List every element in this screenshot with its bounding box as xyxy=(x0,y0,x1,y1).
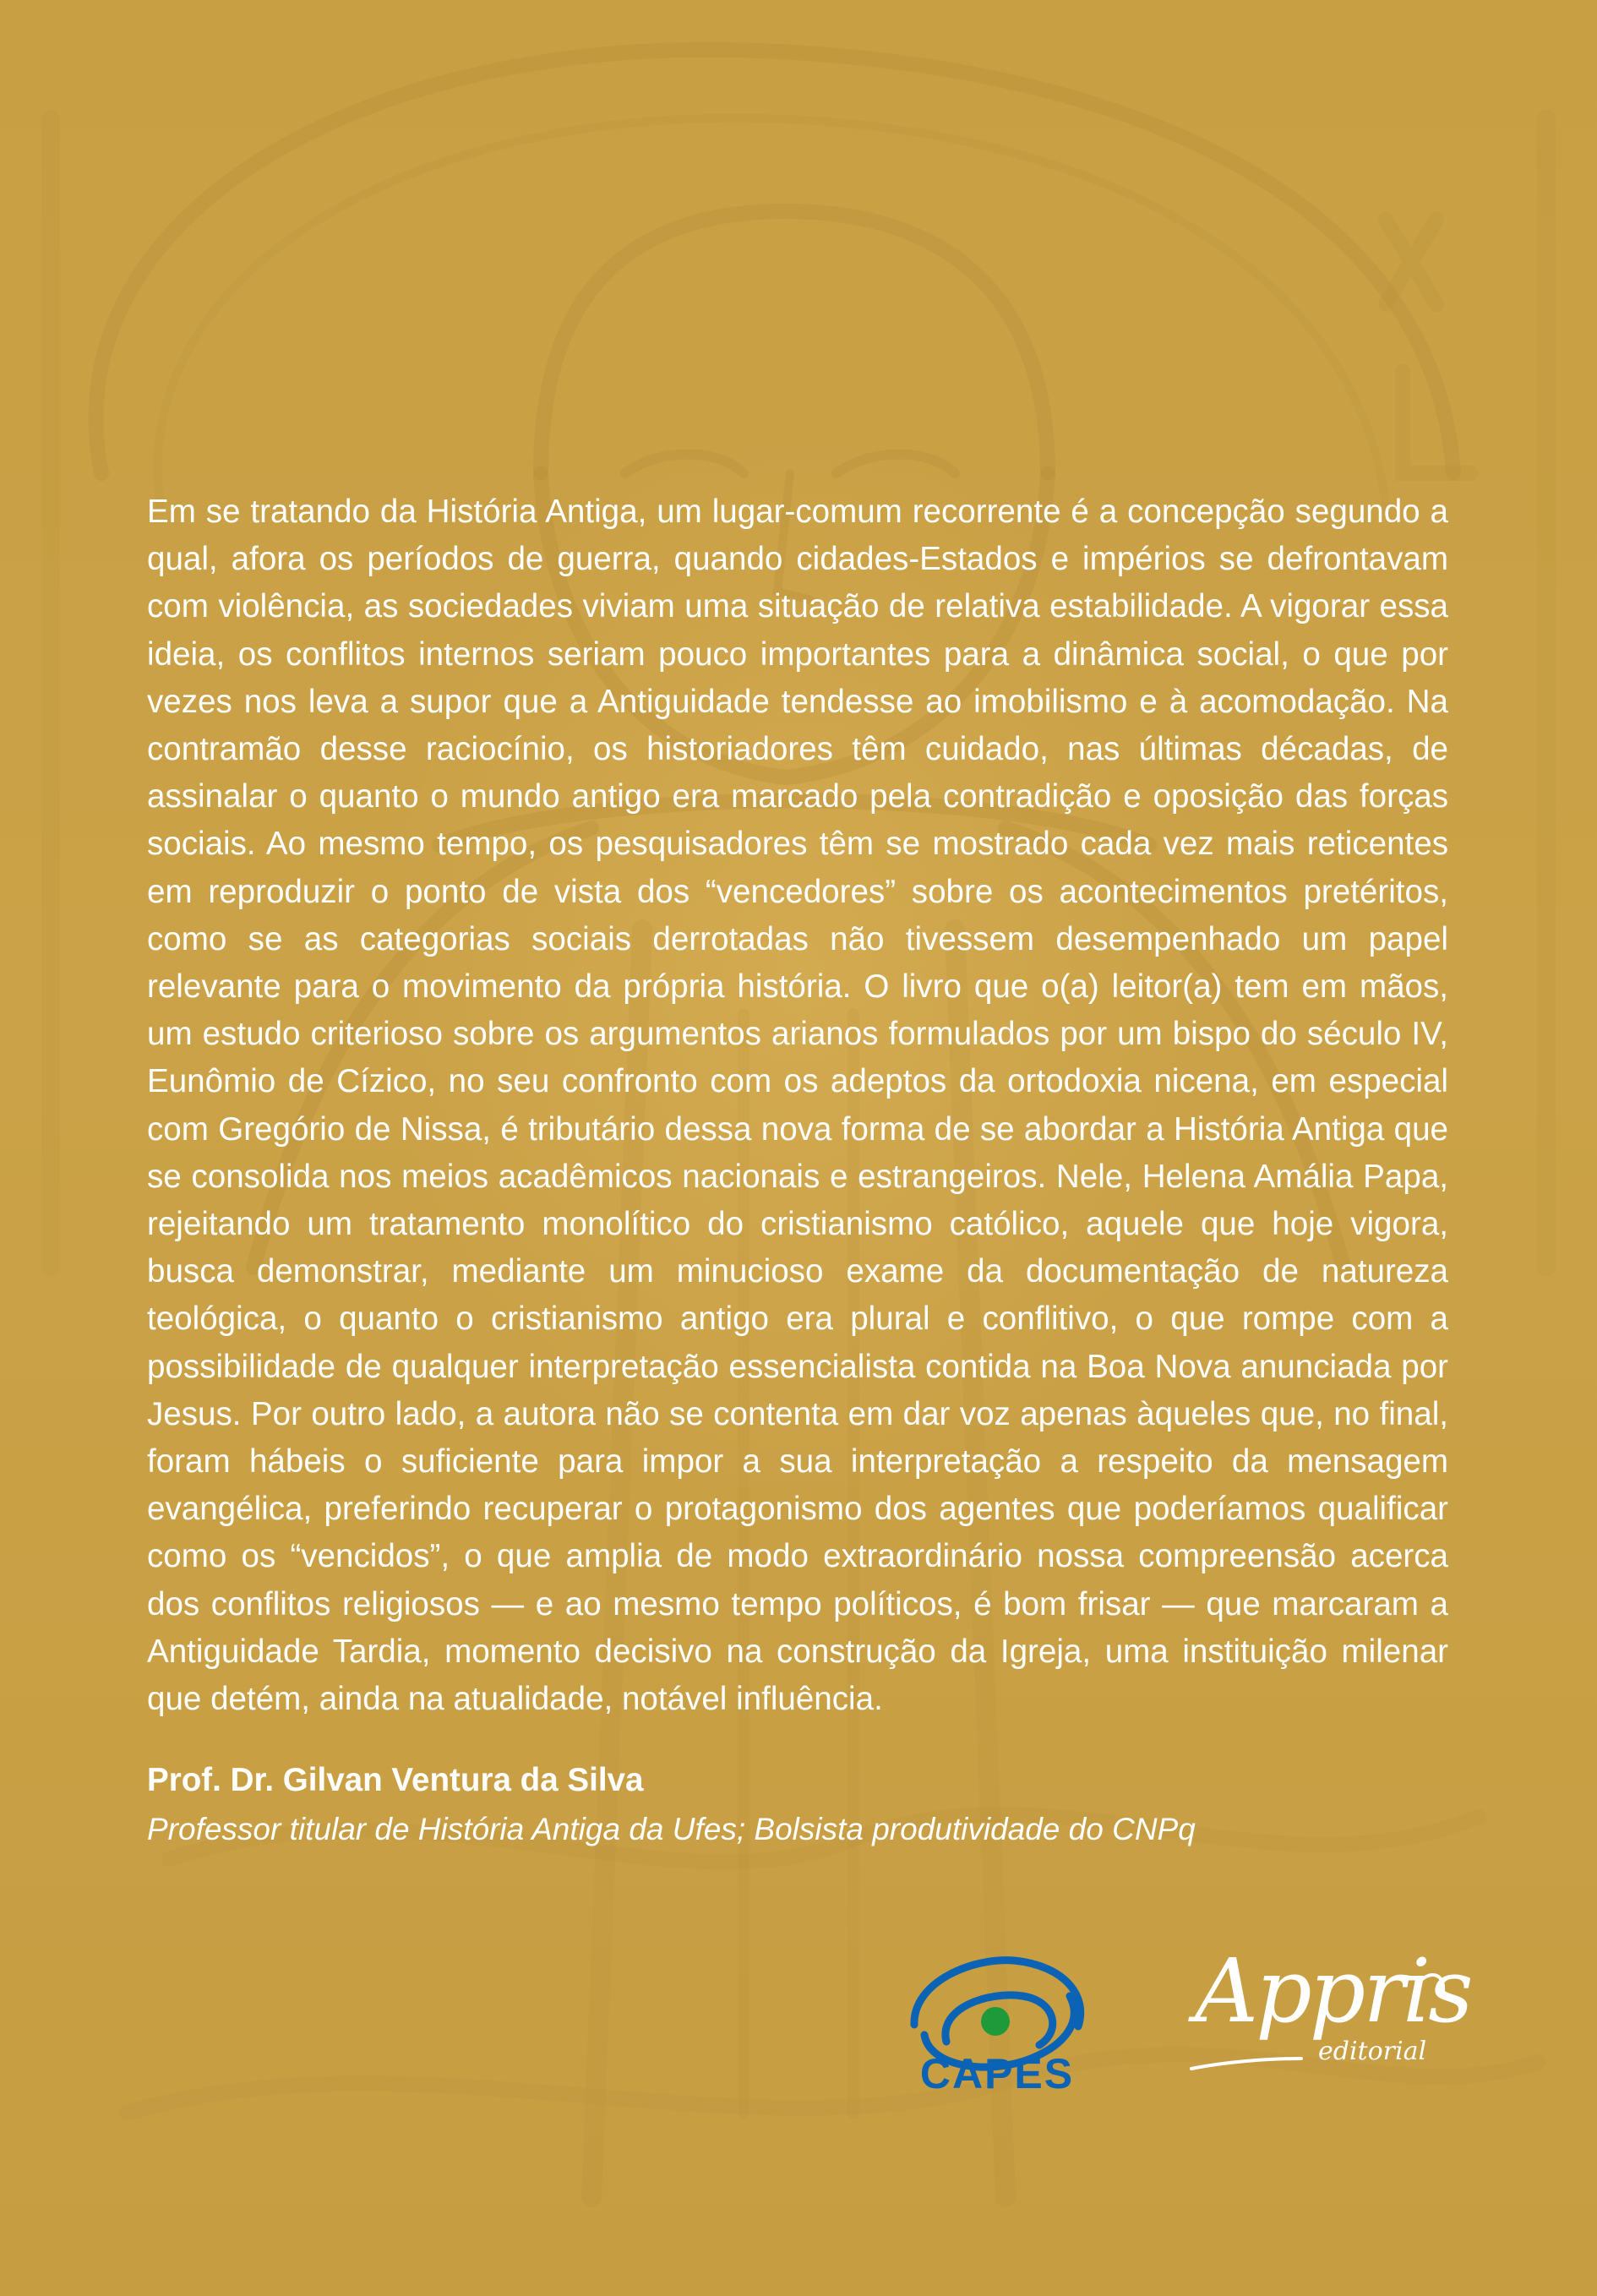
appris-wordmark: Appris xyxy=(1195,1939,1471,2042)
capes-wordmark: CAPES xyxy=(919,2050,1075,2097)
appris-subtitle: editorial xyxy=(1318,2037,1427,2066)
author-name: Prof. Dr. Gilvan Ventura da Silva xyxy=(147,1762,644,1798)
back-cover-blurb: Em se tratando da História Antiga, um lugar-comum recorrente é a concepção segundo a qual, afora os períodos de guerra, quando cidades-Estados e impérios se defrontavam com violência, as sociedades viviam uma situação de relativa estabilidade. A vigorar essa ideia, os conflitos internos seriam pouco importantes para a dinâmica social, o que por vezes nos leva a supor que a Antiguidade tendesse ao imobilismo e à acomodação. Na contramão desse raciocínio, os historiadores têm cuidado, nas últimas décadas, de assinalar o quanto o mundo antigo era marcado pela contradição e oposição das forças sociais. Ao mesmo tempo, os pesquisadores têm se mostrado cada vez mais reticentes em reproduzir o ponto de vista dos “vencedores” sobre os acontecimentos pretéritos, como se as categorias sociais derrotadas não tivessem desempenhado um papel relevante para o movimento da própria história. O livro que o(a) leitor(a) tem em mãos, um estudo criterioso sobre os argumentos arianos formulados por um bispo do século IV, Eunômio de Cízico, no seu confronto com os adeptos da ortodoxia nicena, em especial com Gregório de Nissa, é tributário dessa nova forma de se abordar a História Antiga que se consolida nos meios acadêmicos nacionais e estrangeiros. Nele, Helena Amália Papa, rejeitando um tratamento monolítico do cristianismo católico, aquele que hoje vigora, busca demonstrar, mediante um minucioso exame da documentação de natureza teológica, o quanto o cristianismo antigo era plural e conflitivo, o que rompe com a possibilidade de qualquer interpretação essencialista contida na Boa Nova anunciada por Jesus. Por outro lado, a autora não se contenta em dar voz apenas àqueles que, no final, foram hábeis o suficiente para impor a sua interpretação a respeito da mensagem evangélica, preferindo recuperar o protagonismo dos agentes que poderíamos qualificar como os “vencidos”, o que amplia de modo extraordinário nossa compreensão acerca dos conflitos religiosos — e ao mesmo tempo políticos, é bom frisar — que marcaram a Antiguidade Tardia, momento decisivo na construção da Igreja, uma instituição milenar que detém, ainda na atualidade, notável influência. xyxy=(147,494,1448,1718)
author-affiliation: Professor titular de História Antiga da Ufes; Bolsista produtividade do CNPq xyxy=(147,1812,1196,1846)
